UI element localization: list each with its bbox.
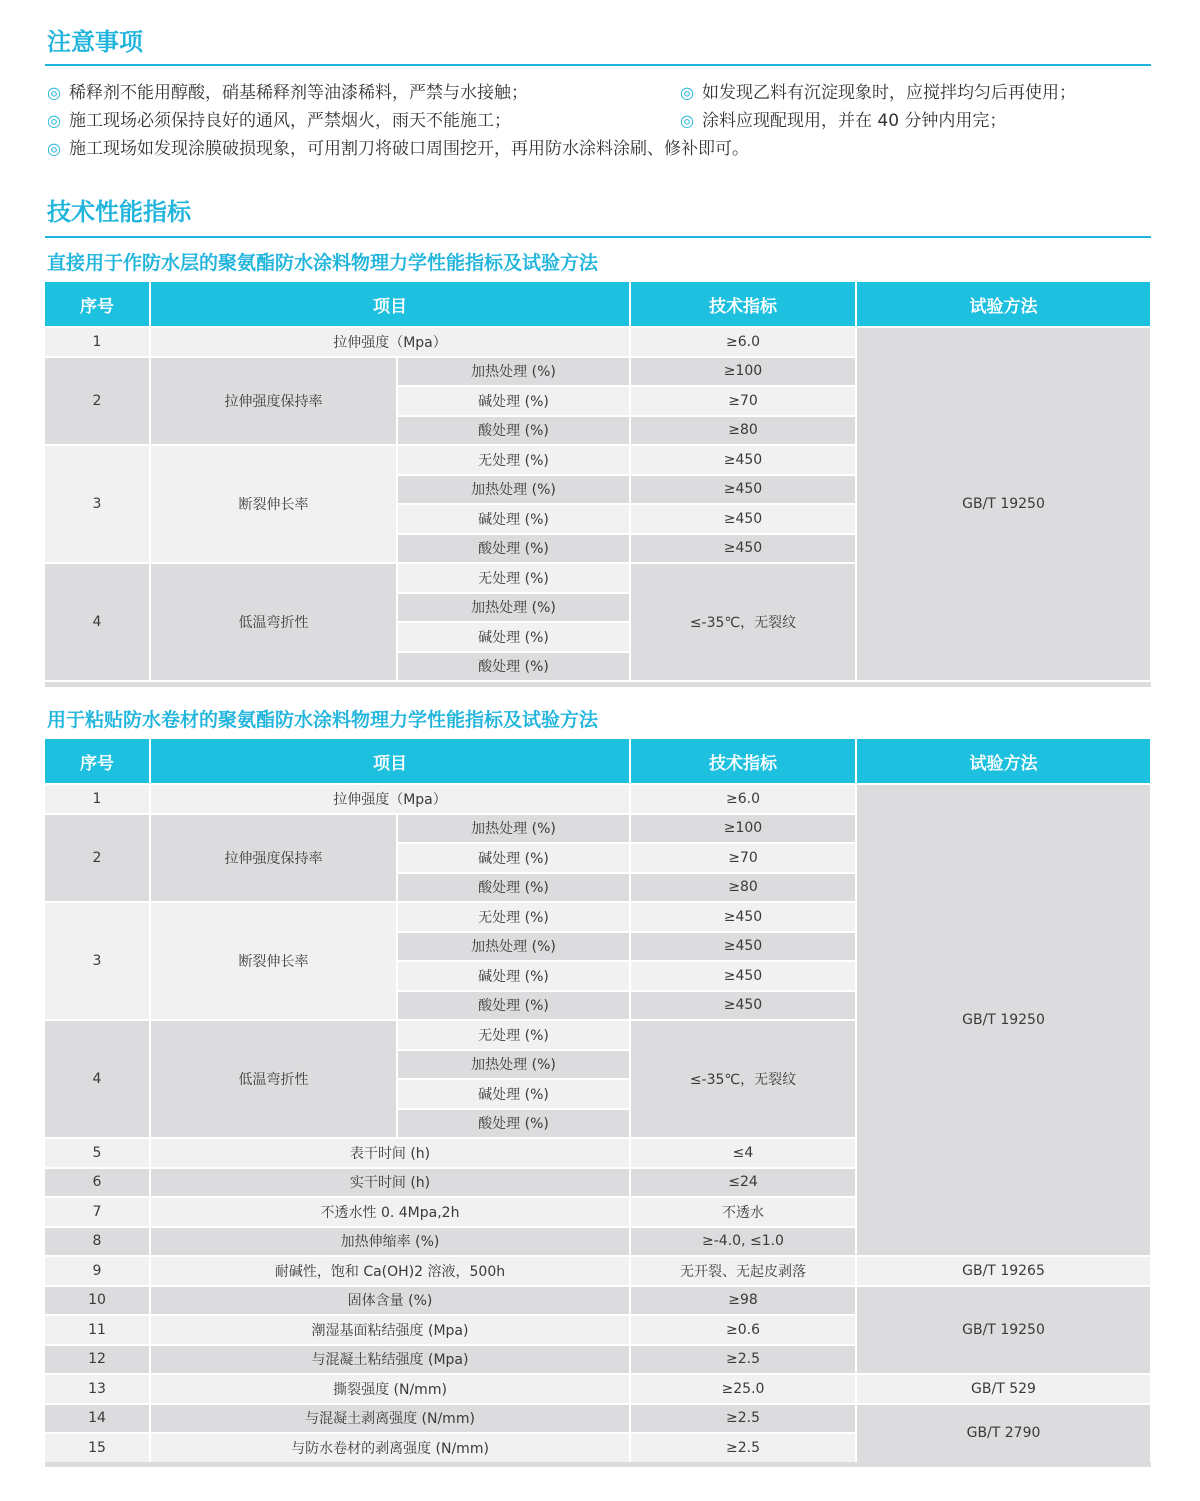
row-item: 低温弯折性 — [150, 563, 397, 681]
header-item: 项目 — [150, 282, 630, 327]
row-subitem: 酸处理 (%) — [397, 873, 630, 903]
table2-bottom-bar — [45, 1462, 1151, 1467]
row-no: 2 — [45, 357, 150, 446]
row-item: 拉伸强度保持率 — [150, 814, 397, 903]
row-subitem: 碱处理 (%) — [397, 961, 630, 991]
row-value: ≥6.0 — [630, 327, 856, 357]
row-subitem: 无处理 (%) — [397, 445, 630, 475]
row-subitem: 加热处理 (%) — [397, 814, 630, 844]
row-subitem: 加热处理 (%) — [397, 1050, 630, 1080]
bullet-icon: ◎ — [47, 139, 61, 158]
row-value: 无开裂、无起皮剥落 — [630, 1256, 856, 1286]
header-no: 序号 — [45, 282, 150, 327]
row-no: 11 — [45, 1315, 150, 1345]
bullet-icon: ◎ — [680, 111, 694, 130]
row-value: ≥450 — [630, 902, 856, 932]
row-subitem: 碱处理 (%) — [397, 1079, 630, 1109]
row-value: ≥100 — [630, 357, 856, 387]
row-subitem: 碱处理 (%) — [397, 622, 630, 652]
row-item: 与混凝土粘结强度 (Mpa) — [150, 1345, 630, 1375]
row-no: 5 — [45, 1138, 150, 1168]
row-item: 拉伸强度（Mpa） — [150, 327, 630, 357]
row-subitem: 酸处理 (%) — [397, 991, 630, 1021]
note-item: ◎ 涂料应现配现用，并在 40 分钟内用完； — [680, 111, 1007, 131]
row-value: ≥450 — [630, 932, 856, 962]
row-value: ≥6.0 — [630, 784, 856, 814]
row-value: ≤4 — [630, 1138, 856, 1168]
row-subitem: 碱处理 (%) — [397, 386, 630, 416]
row-method: GB/T 19265 — [856, 1256, 1151, 1286]
row-no: 4 — [45, 1020, 150, 1138]
row-no: 7 — [45, 1197, 150, 1227]
row-no: 2 — [45, 814, 150, 903]
row-method: GB/T 19250 — [856, 784, 1151, 1256]
row-item: 表干时间 (h) — [150, 1138, 630, 1168]
header-value: 技术指标 — [630, 282, 856, 327]
row-item: 拉伸强度保持率 — [150, 357, 397, 446]
row-subitem: 酸处理 (%) — [397, 534, 630, 564]
row-value: ≥100 — [630, 814, 856, 844]
note-item: ◎ 稀释剂不能用醇酸，硝基稀释剂等油漆稀料，严禁与水接触； — [47, 83, 528, 103]
row-item: 潮湿基面粘结强度 (Mpa) — [150, 1315, 630, 1345]
table1-title: 直接用于作防水层的聚氨酯防水涂料物理力学性能指标及试验方法 — [47, 252, 599, 274]
row-value: ≥2.5 — [630, 1433, 856, 1463]
row-item: 与防水卷材的剥离强度 (N/mm) — [150, 1433, 630, 1463]
row-no: 15 — [45, 1433, 150, 1463]
row-value: ≥450 — [630, 961, 856, 991]
row-item: 与混凝土剥离强度 (N/mm) — [150, 1404, 630, 1434]
row-no: 3 — [45, 445, 150, 563]
bullet-icon: ◎ — [680, 83, 694, 102]
header-value: 技术指标 — [630, 739, 856, 784]
row-no: 12 — [45, 1345, 150, 1375]
table-row — [45, 784, 1151, 814]
row-subitem: 酸处理 (%) — [397, 1109, 630, 1139]
row-no: 10 — [45, 1286, 150, 1316]
row-subitem: 酸处理 (%) — [397, 416, 630, 446]
row-no: 1 — [45, 784, 150, 814]
row-value: ≥450 — [630, 504, 856, 534]
row-method: GB/T 19250 — [856, 327, 1151, 681]
header-method: 试验方法 — [856, 282, 1151, 327]
row-item: 实干时间 (h) — [150, 1168, 630, 1198]
notes-list — [47, 80, 1151, 164]
row-subitem: 无处理 (%) — [397, 902, 630, 932]
table2 — [45, 739, 1152, 1464]
table1-header-row — [45, 282, 1151, 327]
row-value: ≥2.5 — [630, 1404, 856, 1434]
row-subitem: 无处理 (%) — [397, 1020, 630, 1050]
note-item: ◎ 如发现乙料有沉淀现象时，应搅拌均匀后再使用； — [680, 83, 1076, 103]
row-value: ≥450 — [630, 991, 856, 1021]
tech-title: 技术性能指标 — [47, 198, 191, 226]
row-item: 固体含量 (%) — [150, 1286, 630, 1316]
row-value: ≥70 — [630, 843, 856, 873]
table-row — [45, 1374, 1151, 1404]
row-value: ≥25.0 — [630, 1374, 856, 1404]
table-row — [45, 1256, 1151, 1286]
row-value: 不透水 — [630, 1197, 856, 1227]
note-item: ◎ 施工现场如发现涂膜破损现象，可用割刀将破口周围挖开，再用防水涂料涂刷、修补即可。 — [47, 139, 749, 159]
row-method: GB/T 529 — [856, 1374, 1151, 1404]
row-no: 14 — [45, 1404, 150, 1434]
row-value: ≥450 — [630, 445, 856, 475]
notes-title: 注意事项 — [47, 28, 143, 56]
row-item: 撕裂强度 (N/mm) — [150, 1374, 630, 1404]
note-item: ◎ 施工现场必须保持良好的通风，严禁烟火，雨天不能施工； — [47, 111, 511, 131]
row-subitem: 无处理 (%) — [397, 563, 630, 593]
row-subitem: 碱处理 (%) — [397, 504, 630, 534]
row-value: ≤-35℃，无裂纹 — [630, 563, 856, 681]
table-row — [45, 327, 1151, 357]
row-no: 3 — [45, 902, 150, 1020]
row-value: ≥450 — [630, 534, 856, 564]
row-subitem: 加热处理 (%) — [397, 475, 630, 505]
row-item: 拉伸强度（Mpa） — [150, 784, 630, 814]
row-subitem: 酸处理 (%) — [397, 652, 630, 682]
tech-divider — [45, 236, 1151, 238]
row-subitem: 加热处理 (%) — [397, 357, 630, 387]
row-value: ≥450 — [630, 475, 856, 505]
table1 — [45, 282, 1152, 682]
row-subitem: 加热处理 (%) — [397, 593, 630, 623]
table2-header-row — [45, 739, 1151, 784]
row-value: ≥0.6 — [630, 1315, 856, 1345]
bullet-icon: ◎ — [47, 111, 61, 130]
row-value: ≥2.5 — [630, 1345, 856, 1375]
row-value: ≥-4.0, ≤1.0 — [630, 1227, 856, 1257]
row-item: 耐碱性，饱和 Ca(OH)2 溶液，500h — [150, 1256, 630, 1286]
row-item: 断裂伸长率 — [150, 445, 397, 563]
header-method: 试验方法 — [856, 739, 1151, 784]
row-value: ≤24 — [630, 1168, 856, 1198]
notes-divider — [45, 64, 1151, 66]
row-item: 断裂伸长率 — [150, 902, 397, 1020]
header-no: 序号 — [45, 739, 150, 784]
row-value: ≥80 — [630, 416, 856, 446]
table1-bottom-bar — [45, 682, 1151, 687]
row-method: GB/T 2790 — [856, 1404, 1151, 1463]
row-no: 4 — [45, 563, 150, 681]
row-item: 不透水性 0. 4Mpa,2h — [150, 1197, 630, 1227]
row-no: 1 — [45, 327, 150, 357]
row-value: ≤-35℃，无裂纹 — [630, 1020, 856, 1138]
row-method: GB/T 19250 — [856, 1286, 1151, 1375]
row-value: ≥70 — [630, 386, 856, 416]
row-no: 8 — [45, 1227, 150, 1257]
row-item: 低温弯折性 — [150, 1020, 397, 1138]
row-item: 加热伸缩率 (%) — [150, 1227, 630, 1257]
row-no: 9 — [45, 1256, 150, 1286]
bullet-icon: ◎ — [47, 83, 61, 102]
table-row — [45, 1404, 1151, 1434]
row-no: 6 — [45, 1168, 150, 1198]
table2-title: 用于粘贴防水卷材的聚氨酯防水涂料物理力学性能指标及试验方法 — [47, 709, 599, 731]
row-no: 13 — [45, 1374, 150, 1404]
row-value: ≥98 — [630, 1286, 856, 1316]
row-value: ≥80 — [630, 873, 856, 903]
header-item: 项目 — [150, 739, 630, 784]
table-row — [45, 1286, 1151, 1316]
row-subitem: 碱处理 (%) — [397, 843, 630, 873]
row-subitem: 加热处理 (%) — [397, 932, 630, 962]
